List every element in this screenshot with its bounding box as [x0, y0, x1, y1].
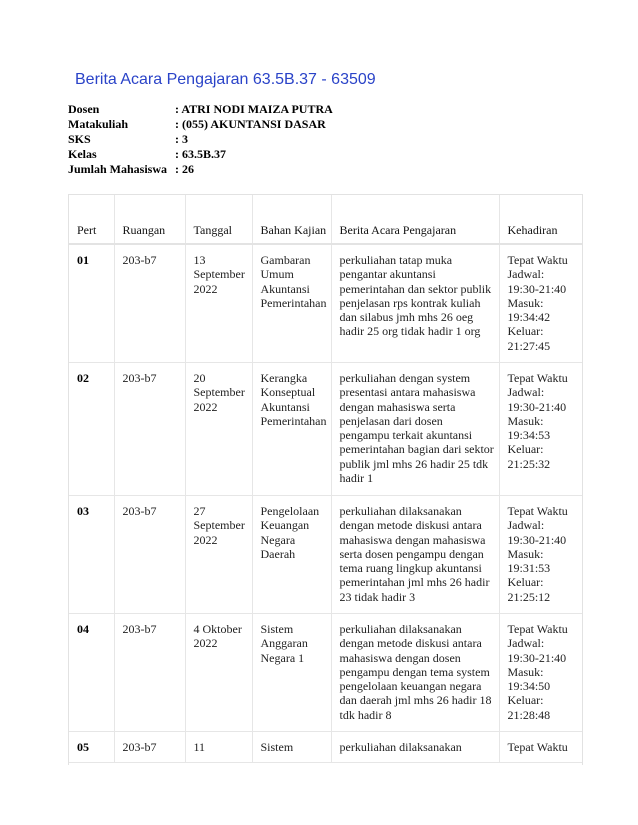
cell-ruangan: 203-b7 — [114, 732, 185, 763]
cell-kehadiran — [499, 496, 582, 614]
cell-pert: 03 — [69, 496, 114, 614]
info-value: : ATRI NODI MAIZA PUTRA — [175, 102, 333, 116]
cell-berita-acara: perkuliahan dengan system presentasi antara mahasiswa dengan mahasiswa serta penjelasan dari dosen pengampu terkait akuntansi pemerintahan bagian dari sektor publik jml mhs 26 hadir 25 tdk hadir 1 — [331, 363, 499, 496]
info-row-kelas — [68, 147, 333, 162]
cell-kehadiran — [499, 614, 582, 732]
kehadiran-jadwal: 19:30-21:40 — [507, 281, 567, 296]
table-row — [69, 244, 582, 363]
kehadiran-keluar-label: Keluar: — [507, 693, 544, 708]
kehadiran-jadwal: 19:30-21:40 — [507, 399, 567, 414]
kehadiran-masuk: 19:34:53 — [507, 428, 551, 443]
kehadiran-status: Tepat Waktu — [507, 371, 568, 385]
kehadiran-keluar-label: Keluar: — [507, 575, 544, 590]
cell-tanggal: 4 Oktober 2022 — [185, 614, 252, 732]
kehadiran-masuk-label: Masuk: — [507, 295, 544, 310]
cell-bahan-kajian: Sistem Anggaran Negara 1 — [252, 614, 331, 732]
cell-bahan-kajian: Sistem — [252, 732, 331, 763]
kehadiran-masuk-label: Masuk: — [507, 413, 544, 428]
table-row — [69, 363, 582, 496]
info-label: Jumlah Mahasiswa — [68, 162, 168, 176]
cell-bahan-kajian: Gambaran Umum Akuntansi Pemerintahan — [252, 244, 331, 363]
info-value: : 63.5B.37 — [175, 147, 226, 161]
table-row — [69, 732, 582, 763]
kehadiran-masuk: 19:31:53 — [507, 561, 551, 576]
kehadiran-status: Tepat Waktu — [507, 740, 568, 754]
kehadiran-jadwal: 19:30-21:40 — [507, 650, 567, 665]
table-row — [69, 614, 582, 732]
cell-berita-acara: perkuliahan tatap muka pengantar akuntansi pemerintahan dan sektor publik penjelasan rps kontrak kuliah dan silabus jmh mhs 26 oeg hadir 25 org tidak hadir 1 org — [331, 244, 499, 363]
cell-pert: 01 — [69, 244, 114, 363]
header-ruangan: Ruangan — [114, 195, 185, 244]
cell-bahan-kajian: Kerangka Konseptual Akuntansi Pemerintahan — [252, 363, 331, 496]
kehadiran-status: Tepat Waktu — [507, 622, 568, 636]
kehadiran-masuk: 19:34:42 — [507, 310, 551, 325]
info-value: : (055) AKUNTANSI DASAR — [175, 117, 326, 131]
info-row-sks — [68, 132, 333, 147]
cell-ruangan: 203-b7 — [114, 363, 185, 496]
kehadiran-jadwal-label: Jadwal: — [507, 385, 545, 400]
cell-berita-acara: perkuliahan dilaksanakan dengan metode diskusi antara mahasiswa dengan mahasiswa serta dosen pengampu dengan tema ruang lingkup akuntansi pemerintahan jml mhs 26 hadir 23 tidak hadir 3 — [331, 496, 499, 614]
kehadiran-keluar: 21:28:48 — [507, 707, 551, 722]
kehadiran-masuk-label: Masuk: — [507, 546, 544, 561]
kehadiran-keluar: 21:25:12 — [507, 589, 551, 604]
cell-kehadiran — [499, 732, 582, 763]
cell-berita-acara: perkuliahan dilaksanakan dengan metode diskusi antara mahasiswa dengan dosen pengampu dengan tema system pengelolaan keuangan negara dan daerah jml mhs 26 hadir 18 tdk hadir 8 — [331, 614, 499, 732]
header-tanggal: Tanggal — [185, 195, 252, 244]
info-value: : 3 — [175, 132, 188, 146]
table-row — [69, 496, 582, 614]
kehadiran-status: Tepat Waktu — [507, 253, 568, 267]
cell-kehadiran — [499, 244, 582, 363]
cell-tanggal: 11 — [185, 732, 252, 763]
info-label: SKS — [68, 132, 91, 146]
course-info — [68, 102, 333, 177]
cell-ruangan: 203-b7 — [114, 614, 185, 732]
cell-tanggal: 13 September 2022 — [185, 244, 252, 363]
kehadiran-jadwal-label: Jadwal: — [507, 267, 545, 282]
cell-ruangan: 203-b7 — [114, 244, 185, 363]
cell-pert: 04 — [69, 614, 114, 732]
header-kehadiran: Kehadiran — [499, 195, 582, 244]
kehadiran-status: Tepat Waktu — [507, 504, 568, 518]
teaching-report-table — [68, 194, 583, 765]
cell-bahan-kajian: Pengelolaan Keuangan Negara Daerah — [252, 496, 331, 614]
header-bahan-kajian: Bahan Kajian — [252, 195, 331, 244]
page-title: Berita Acara Pengajaran 63.5B.37 - 63509 — [75, 71, 376, 88]
header-berita-acara: Berita Acara Pengajaran — [331, 195, 499, 244]
info-row-jumlah-mahasiswa — [68, 162, 333, 177]
kehadiran-jadwal-label: Jadwal: — [507, 636, 545, 651]
cell-berita-acara: perkuliahan dilaksanakan — [331, 732, 499, 763]
kehadiran-masuk-label: Masuk: — [507, 664, 544, 679]
cell-ruangan: 203-b7 — [114, 496, 185, 614]
kehadiran-jadwal: 19:30-21:40 — [507, 532, 567, 547]
info-label: Kelas — [68, 147, 97, 161]
cell-tanggal: 20 September 2022 — [185, 363, 252, 496]
kehadiran-masuk: 19:34:50 — [507, 679, 551, 694]
header-pert: Pert — [69, 195, 114, 244]
info-label: Dosen — [68, 102, 100, 116]
cell-kehadiran — [499, 363, 582, 496]
kehadiran-jadwal-label: Jadwal: — [507, 518, 545, 533]
info-row-matakuliah — [68, 117, 333, 132]
kehadiran-keluar-label: Keluar: — [507, 442, 544, 457]
kehadiran-keluar: 21:27:45 — [507, 338, 551, 353]
info-value: : 26 — [175, 162, 194, 176]
info-row-dosen — [68, 102, 333, 117]
cell-pert: 05 — [69, 732, 114, 763]
cell-pert: 02 — [69, 363, 114, 496]
info-label: Matakuliah — [68, 117, 129, 131]
cell-tanggal: 27 September 2022 — [185, 496, 252, 614]
kehadiran-keluar-label: Keluar: — [507, 324, 544, 339]
table-header-row — [69, 195, 582, 244]
kehadiran-keluar: 21:25:32 — [507, 456, 551, 471]
